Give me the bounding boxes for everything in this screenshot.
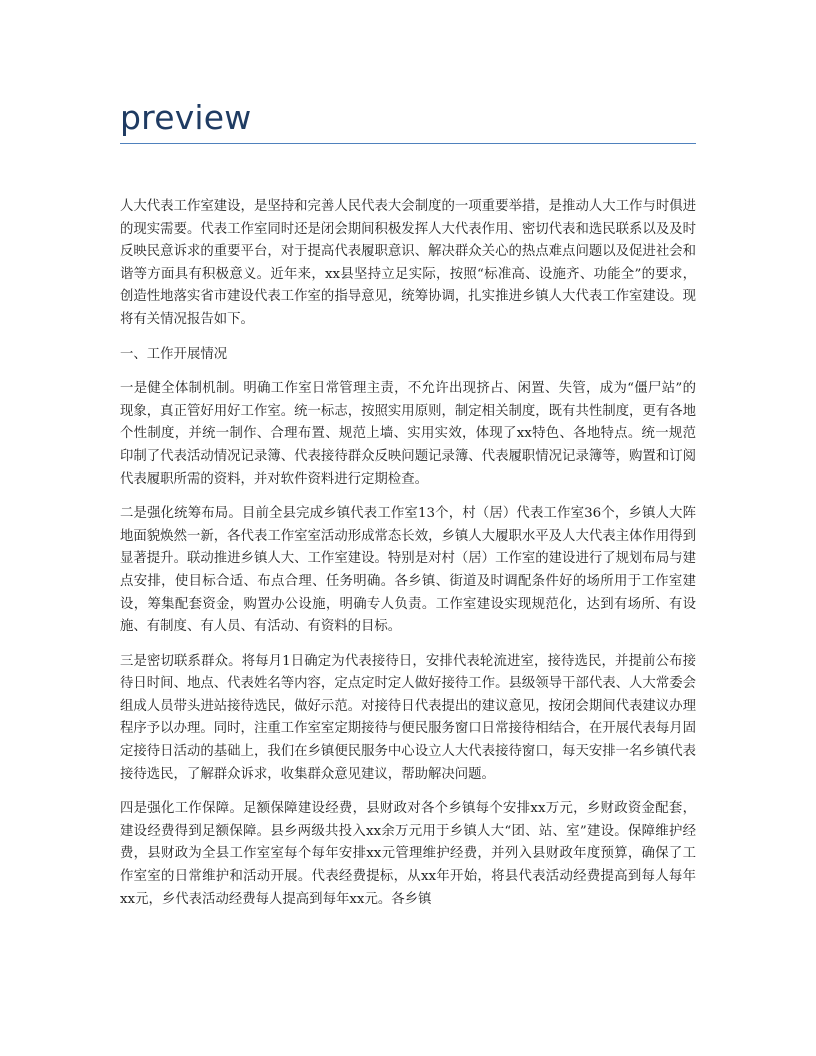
document-body [120,196,696,923]
body-paragraph-3: 三是密切联系群众。将每月1日确定为代表接待日，安排代表轮流进室，接待选民，并提前公布接待日时间、地点、代表姓名等内容，定点定时定人做好接待工作。县级领导干部代表、人大常委会组成人员带头进站接待选民，做好示范。对接待日代表提出的建议意见，按闭会期间代表建议办理程序予以办理。同时，注重工作室室定期接待与便民服务窗口日常接待相结合，在开展代表每月固定接待日活动的基础上，我们在乡镇便民服务中心设立人大代表接待窗口，每天安排一名乡镇代表接待选民，了解群众诉求，收集群众意见建议，帮助解决问题。 [120,653,696,782]
title-underline [120,143,696,144]
intro-paragraph: 人大代表工作室建设，是坚持和完善人民代表大会制度的一项重要举措，是推动人大工作与时俱进的现实需要。代表工作室同时还是闭会期间积极发挥人大代表作用、密切代表和选民联系以及及时反映民意诉求的重要平台，对于提高代表履职意识、解决群众关心的热点难点问题以及促进社会和谐等方面具有积极意义。近年来，xx县坚持立足实际，按照“标准高、设施齐、功能全”的要求，创造性地落实省市建设代表工作室的指导意见，统筹协调，扎实推进乡镇人大代表工作室建设。现将有关情况报告如下。 [120,199,696,327]
body-paragraph-2: 二是强化统筹布局。目前全县完成乡镇代表工作室13个，村（居）代表工作室36个，乡镇人大阵地面貌焕然一新，各代表工作室室活动形成常态长效，乡镇人大履职水平及人大代表主体作用得到显著提升。联动推进乡镇人大、工作室建设。特别是对村（居）工作室的建设进行了规划布局与建点安排，使目标合适、布点合理、任务明确。各乡镇、街道及时调配条件好的场所用于工作室建设，筹集配套资金，购置办公设施，明确专人负责。工作室建设实现规范化，达到有场所、有设施、有制度、有人员、有活动、有资料的目标。 [120,506,696,635]
document-title: preview [120,98,252,137]
body-paragraph-1: 一是健全体制机制。明确工作室日常管理主责，不允许出现挤占、闲置、失管，成为“僵尸站”的现象，真正管好用好工作室。统一标志，按照实用原则，制定相关制度，既有共性制度，更有各地个性制度，并统一制作、合理布置、规范上墙、实用实效，体现了xx特色、各地特点。统一规范印制了代表活动情况记录簿、代表接待群众反映问题记录簿、代表履职情况记录簿等，购置和订阅代表履职所需的资料，并对软件资料进行定期检查。 [120,381,696,487]
body-paragraph-4: 四是强化工作保障。足额保障建设经费，县财政对各个乡镇每个安排xx万元，乡财政资金配套，建设经费得到足额保障。县乡两级共投入xx余万元用于乡镇人大“团、站、室”建设。保障维护经费，县财政为全县工作室室每个每年安排xx元管理维护经费，并列入县财政年度预算，确保了工作室室的日常维护和活动开展。代表经费提标，从xx年开始，将县代表活动经费提高到每人每年xx元，乡代表活动经费每人提高到每年xx元。各乡镇 [120,801,696,907]
section-heading: 一、工作开展情况 [120,346,228,362]
